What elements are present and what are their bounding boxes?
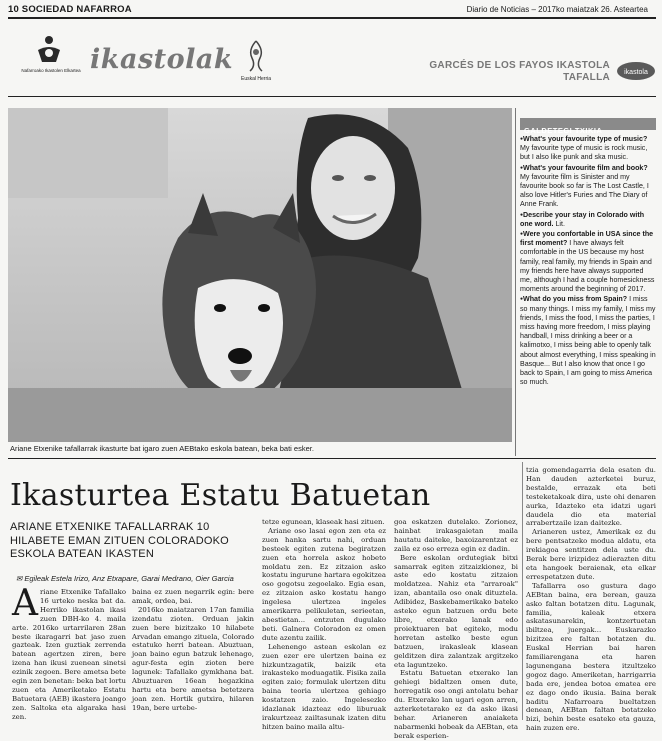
column-paragraph: goa eskatzen dutelako. Zorionez, hainbat irakasgaietan maila hautatu daiteke, baxoizarentzat ez zaila ez oso erreza egin ez dadin. xyxy=(394,518,518,553)
sidebar-divider xyxy=(515,108,516,456)
ikastola-logo-icon xyxy=(616,60,656,82)
sidebar-answer: My favourite type of music is rock music, but I also like punk and ska music. xyxy=(520,144,648,162)
event-logo-caption: Euskal Herria xyxy=(240,76,271,82)
association-logo-caption: Nafarroako Ikastolen Elkartea xyxy=(21,68,81,73)
sidebar-answer: I have always felt comfortable in the US because my host family, real family, my friends in Spain and my friends here have always supported me, although I had a couple homesickness moments around the beginning of 2017. xyxy=(520,239,655,294)
header-rule xyxy=(8,17,656,19)
column-paragraph: tetze egunean, klaseak hasi zituen. xyxy=(262,518,385,526)
article-column-3 xyxy=(262,518,386,731)
column-paragraph: Estatu Batuetan etxerako lan gehiegi bidaltzen omen dute, horregatik oso ongi antolatu behar du. Etxerako lan ugari egon arren, azterketetarako ez da asko ikasi behar. Arianeren anaiaketa nabarmenki hobeak da AEBtan, eta berak esperien- xyxy=(394,669,518,740)
banner-title: ikastolak xyxy=(90,44,234,75)
column-paragraph: tzia gomendagarria dela esaten du. Han dauden azterketei buruz, bestalde, errazak eta beti testeketakoak dira, uste ohi denaren aurka, Idazteko eta idatzi ugari daudela dio eta material arrabertzaile izan daitezke. xyxy=(526,466,656,528)
photo-illustration xyxy=(8,108,512,442)
column-paragraph: Arianeren ustez, Amerikak ez du bere pentsatzeko modua aldatu, eta irekiagoa sentitzen dela uste du. Berak bere irizpidez adierazten ditu eta hangoek beraienak, eta elkar errespetatzen dute. xyxy=(526,528,656,581)
photo-caption: Ariane Etxenike tafallarrak ikasturte bat igaro zuen AEBtako eskola batean, beka bati esker. xyxy=(10,444,314,453)
association-logo xyxy=(21,34,81,80)
event-logo xyxy=(238,38,274,86)
ikastola-logo xyxy=(616,60,656,82)
column-paragraph: Tafallarra oso gustura dago AEBtan baina, era berean, gauza asko faltan botatzen ditu. Lagunak, familia, kaleak etxera askatasunarekin, kontzertuetan ibiltzea, juergak... Euskarazko bizitzea ere faltan botatzen du. Euskal Herrian bai haren familiarengana eta haren lagunengana bestera itzultzeko gogoz dago. Ameriketan, harrigarria bada ere, jendea botoa ematea ere ez dago ondo ikusia. Baina berak baditu Nafarroara bueltatzen denean, AEBtan faltan botatzeko bizi, behin beste esateko eta gauza, hain zuzen ere. xyxy=(526,581,656,733)
column-paragraph: Bere eskolan ordutegiak bitxi samarrak egiten zitzaizkionez, bi aste edo kostatu zitzaion moldatzea. Nahiz eta "arraroak" izan, abantaila oso onak dituztela. Adibidez, Baskebamerikako bateko asteko egun batzuen ordu bete libre, etxerako lanak edo proiektuaren bat egiteko, modu horretan astelko beste egun batzuen, irakasleak klasean gelditzen dira zalantzak argitzeko eta laguntzeko. xyxy=(394,553,518,669)
sidebar-qa xyxy=(520,135,656,388)
banner-rule xyxy=(8,96,656,97)
article-headline: Ikasturtea Estatu Batuetan xyxy=(10,478,431,513)
byline-text: Egileak Estela Irizo, Anz Etxapare, Garai Medrano, Oier Garcia xyxy=(24,574,234,583)
article-byline: ✉ Egileak Estela Irizo, Anz Etxapare, Garai Medrano, Oier Garcia xyxy=(16,574,234,583)
article-column-2 xyxy=(132,588,254,722)
article-column-4 xyxy=(394,518,518,740)
sidebar-answer: My favourite film is Sinister and my favourite book so far is The Lost Castle, I also love Hitler's Furies and The Diary of Anne Frank. xyxy=(520,172,649,209)
article-column-5 xyxy=(526,466,656,733)
sidebar-question: ● Were you confortable in USA since the first moment? xyxy=(520,230,653,247)
article-subhead: ARIANE ETXENIKE TAFALLARRAK 10 HILABETE EMAN ZITUEN COLORADOKO ESKOLA BATEAN IKASTEN xyxy=(10,521,229,560)
sidebar-question: ● What's your favourite type of music? xyxy=(520,135,647,143)
column-divider xyxy=(522,462,523,720)
sidebar-question: ● What's your favourite film and book? xyxy=(520,164,648,172)
school-name: GARCÉS DE LOS FAYOS IKASTOLA TAFALLA xyxy=(429,60,610,83)
dropcap: A xyxy=(12,583,38,624)
section-label: 10 SOCIEDAD NAFARROA xyxy=(8,4,132,15)
event-logo-icon xyxy=(238,38,274,74)
sidebar-answer: I miss so many things. I miss my family, I miss my friends, I miss the food, I miss the parties, I miss having more freedom, I miss playing handball, I miss drinking a beer or a kalimotxo, I miss being able to openly talk about almost everything, I miss speaking in Basque... But I also know that once I go back to Spain, I am going to miss America so much. xyxy=(520,295,656,387)
column-paragraph: Lehenengo astean eskolan ez zuen ezer ere ulertzen baina ez hizkuntzagatik, baizik eta irakasteko moduagatik. Fisika zaila egiten zaio; formulak ulertzen ditu baina teoria ulertzea gehiago kostatzen zaio. Ingelesezko idazlanak idazteaz edo liburuak irakurtzeaz zailtasunak izaten ditu hitzen baino maila altu- xyxy=(262,642,386,731)
sidebar-answer: Lit. xyxy=(555,219,565,228)
column-paragraph: baina ez zuen negarrik egin: bere amak, ordea, bai. xyxy=(132,588,254,605)
sidebar-question: ● Describe your stay in Colorado with one word. xyxy=(520,211,644,228)
sidebar-question: ● What do you miss from Spain? xyxy=(520,295,627,303)
column-paragraph: Ariane oso lasai egon zen eta ez zuen hanka sartu nahi, orduan besteek egiten zutena begiratzen zuen eta horrela askoz hobeto moldatu zen. Ez zitzaion asko kostatu ingurune hartara egokitzea oso gogotsu zegoelako. Egia esan, ez zitzaion asko kostatu hango ingelesa ulertzea ingeles amerikarra pelikuletan, serieetan, abestietan... entzuten dugulako beti. Galnera Coloradon ez omen dute azentu zailik. xyxy=(262,526,386,642)
column-paragraph: 2016ko maiatzaren 17an familia izendatu zioten. Orduan jakin zuen bere bizitzako 10 hilabete Arvadan emango zituela, Colorado estatuko herri batean. Abuztuan, joan baino egun batzuk lehenago, agur-festa egin zioten bere lagunek: Tafallako gymkhana bat. Abuztuaren 16ean hegazkina hartu eta bere ametsa betetzera joan zen. Hortik gutxira, hilaren 19an, bere urtebe- xyxy=(132,605,254,712)
article-column-1 xyxy=(12,583,126,722)
column-text: riane Etxenike Tafallako 16 urteko neska bat da. Herriko ikastolan ikasi zuen DBH-ko 4. maila arte. 2016ko urtarrilaren 28an beste ikaragarri bat jaso zuen gazteak. Izen guztiak zerrenda batean agertzen ziren, bere izena han ikusi zuenean sinetsi ezinik zegoen. Bere ametsa bete egin zen benetan: beka bat lortu zuen eta Ameriketako Estatu Batuetara (AEB) ikastera joango zen. Saltoka eta algaraka hasi zen. xyxy=(12,588,126,721)
caption-rule xyxy=(8,458,656,459)
association-logo-icon xyxy=(34,34,64,64)
sidebar-heading: GALDETEGI TXIKIA xyxy=(520,118,656,130)
main-photo xyxy=(8,108,512,442)
ikastola-logo-text: ikastola xyxy=(624,69,648,76)
dateline: Diario de Noticias – 2017ko maiatzak 26. Asteartea xyxy=(466,5,648,14)
